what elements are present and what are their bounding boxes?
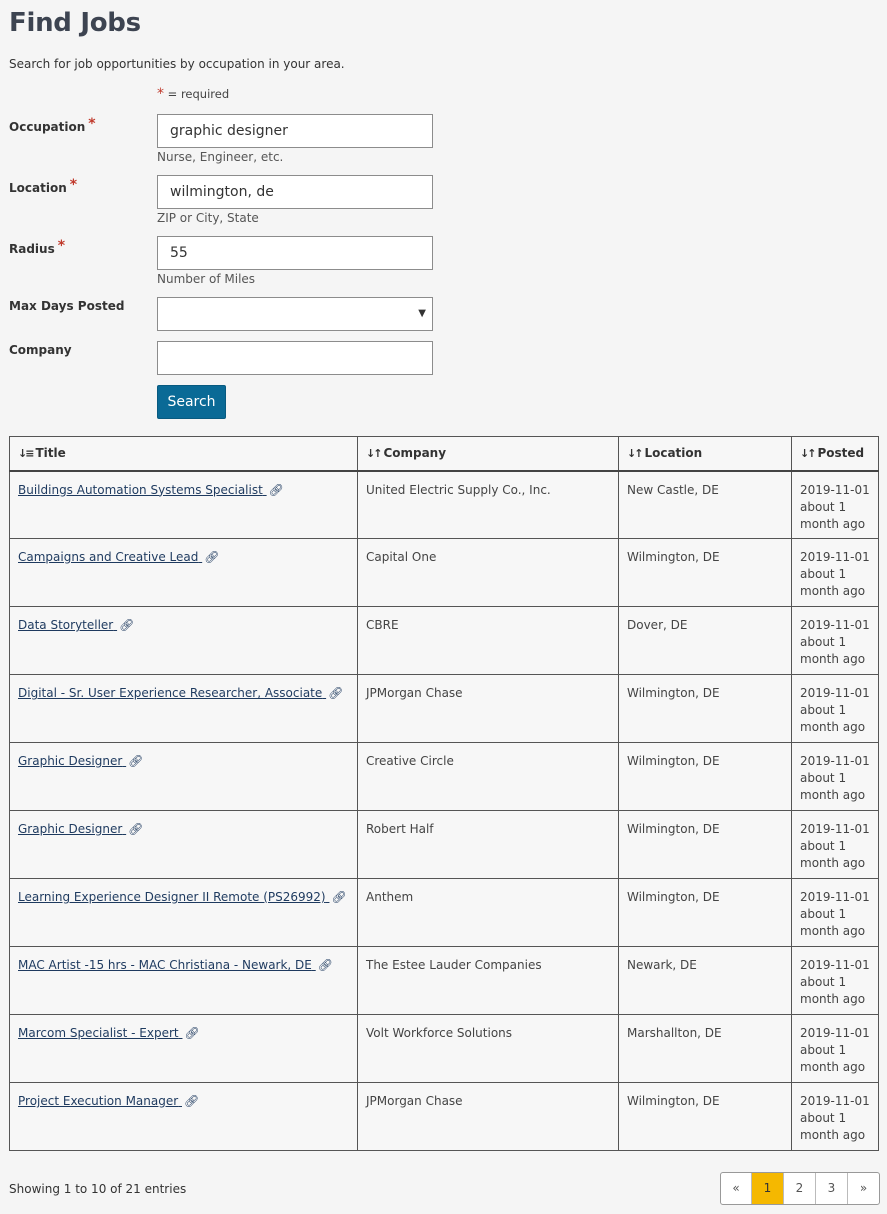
posted-ago: about 1 month ago	[800, 839, 866, 870]
table-row	[10, 743, 879, 811]
job-title-link[interactable]	[18, 822, 143, 836]
required-note	[157, 86, 229, 102]
posted-ago: about 1 month ago	[800, 975, 866, 1006]
posted-date: 2019-11-01	[800, 550, 870, 564]
company-input[interactable]	[157, 341, 433, 375]
sort-icon: ↓↑	[627, 447, 642, 460]
company-text: CBRE	[366, 618, 399, 632]
column-header-location-text: Location	[644, 446, 703, 460]
company-text: Creative Circle	[366, 754, 454, 768]
location-text: New Castle, DE	[627, 482, 719, 497]
posted-date: 2019-11-01	[800, 822, 870, 836]
location-input[interactable]: wilmington, de	[157, 175, 433, 209]
cell-location	[619, 743, 792, 811]
cell-title	[10, 743, 358, 811]
cell-posted	[792, 879, 879, 947]
cell-location	[619, 947, 792, 1015]
column-header-posted-text: Posted	[817, 446, 865, 460]
location-text: Wilmington, DE	[627, 754, 720, 768]
company-text: Capital One	[366, 550, 437, 564]
location-text: Marshallton, DE	[627, 1026, 722, 1040]
table-row	[10, 675, 879, 743]
cell-company	[358, 471, 619, 539]
page-title: Find Jobs	[9, 8, 141, 38]
cell-title	[10, 675, 358, 743]
column-header-company-text: Company	[383, 446, 447, 460]
cell-location	[619, 1015, 792, 1083]
cell-company	[358, 743, 619, 811]
table-row	[10, 471, 879, 539]
posted-date: 2019-11-01	[800, 686, 870, 700]
posted-ago: about 1 month ago	[800, 499, 866, 531]
job-title-link[interactable]	[18, 550, 219, 564]
pagination	[720, 1172, 880, 1205]
external-link-icon: 🔗︎	[128, 822, 144, 836]
required-note-text: = required	[167, 87, 230, 101]
cell-posted	[792, 675, 879, 743]
sort-icon: ↓↑	[366, 447, 381, 460]
required-star: *	[157, 86, 164, 102]
job-title-text: Digital - Sr. User Experience Researcher, Associate	[18, 686, 323, 700]
job-title-text: Graphic Designer	[18, 754, 123, 768]
cell-company	[358, 879, 619, 947]
cell-location	[619, 879, 792, 947]
location-text: Dover, DE	[627, 618, 688, 632]
cell-location	[619, 607, 792, 675]
external-link-icon: 🔗︎	[119, 618, 135, 632]
location-text: Wilmington, DE	[627, 686, 720, 700]
posted-ago: about 1 month ago	[800, 1043, 866, 1074]
cell-posted	[792, 947, 879, 1015]
job-title-text: Marcom Specialist - Expert	[18, 1026, 179, 1040]
table-row	[10, 1015, 879, 1083]
cell-company	[358, 539, 619, 607]
company-text: Anthem	[366, 890, 414, 904]
cell-company	[358, 607, 619, 675]
column-header-title-text: Title	[35, 446, 66, 460]
location-text: Wilmington, DE	[627, 1094, 720, 1108]
cell-company	[358, 811, 619, 879]
posted-date: 2019-11-01	[800, 754, 870, 768]
cell-title	[10, 539, 358, 607]
company-text: JPMorgan Chase	[366, 1094, 463, 1108]
job-title-text: Learning Experience Designer II Remote (PS26992)	[18, 890, 326, 904]
external-link-icon: 🔗︎	[204, 550, 220, 564]
radius-input[interactable]: 55	[157, 236, 433, 270]
sort-icon: ↓↑	[800, 447, 815, 460]
cell-company	[358, 1083, 619, 1151]
job-title-link[interactable]	[18, 483, 284, 497]
occupation-hint: Nurse, Engineer, etc.	[157, 150, 284, 164]
column-header-company[interactable]	[358, 437, 619, 471]
dropdown-arrow-icon: ▼	[418, 308, 426, 319]
pagination-page-1[interactable]: 1	[752, 1173, 784, 1204]
cell-title	[10, 607, 358, 675]
external-link-icon: 🔗︎	[317, 958, 333, 972]
cell-title	[10, 1015, 358, 1083]
external-link-icon: 🔗︎	[184, 1026, 200, 1040]
posted-ago: about 1 month ago	[800, 907, 866, 938]
posted-ago: about 1 month ago	[800, 635, 866, 666]
cell-location	[619, 811, 792, 879]
radius-label	[9, 238, 66, 257]
job-title-text: Project Execution Manager	[18, 1094, 179, 1108]
cell-location	[619, 675, 792, 743]
table-header-row	[10, 437, 879, 471]
table-row	[10, 539, 879, 607]
job-title-text: Buildings Automation Systems Specialist	[18, 482, 263, 497]
pagination-page-3[interactable]: 3	[816, 1173, 848, 1204]
max-days-select[interactable]	[157, 297, 433, 331]
external-link-icon: 🔗︎	[328, 686, 344, 700]
radius-label-text: Radius	[9, 242, 55, 256]
job-title-link[interactable]	[18, 958, 333, 972]
cell-location	[619, 1083, 792, 1151]
entries-info: Showing 1 to 10 of 21 entries	[9, 1182, 187, 1196]
location-text: Newark, DE	[627, 958, 697, 972]
company-text: Volt Workforce Solutions	[366, 1026, 513, 1040]
posted-date: 2019-11-01	[800, 1094, 870, 1108]
location-label	[9, 177, 78, 196]
cell-posted	[792, 471, 879, 539]
location-hint: ZIP or City, State	[157, 211, 259, 225]
job-title-link[interactable]	[18, 1026, 200, 1040]
cell-title	[10, 811, 358, 879]
company-text: JPMorgan Chase	[366, 686, 463, 700]
sort-asc-icon: ↓≡	[18, 447, 33, 460]
cell-company	[358, 1015, 619, 1083]
cell-company	[358, 947, 619, 1015]
cell-title	[10, 1083, 358, 1151]
external-link-icon: 🔗︎	[184, 1094, 200, 1108]
cell-posted	[792, 811, 879, 879]
posted-date: 2019-11-01	[800, 1026, 870, 1040]
required-star: *	[88, 116, 96, 132]
posted-ago: about 1 month ago	[800, 1111, 866, 1142]
table-row	[10, 607, 879, 675]
required-star: *	[69, 177, 78, 193]
cell-posted	[792, 607, 879, 675]
posted-ago: about 1 month ago	[800, 771, 866, 802]
cell-posted	[792, 1083, 879, 1151]
external-link-icon: 🔗︎	[331, 890, 347, 904]
max-days-label: Max Days Posted	[9, 299, 125, 313]
cell-location	[619, 471, 792, 539]
radius-hint: Number of Miles	[157, 272, 256, 286]
location-text: Wilmington, DE	[627, 550, 720, 564]
cell-title	[10, 879, 358, 947]
company-label: Company	[9, 343, 72, 357]
job-title-link[interactable]	[18, 686, 343, 700]
posted-date: 2019-11-01	[800, 890, 870, 904]
company-text: Robert Half	[366, 822, 434, 836]
column-header-title[interactable]	[10, 437, 358, 471]
posted-ago: about 1 month ago	[800, 703, 866, 734]
cell-posted	[792, 743, 879, 811]
posted-date: 2019-11-01	[800, 958, 870, 972]
posted-date: 2019-11-01	[800, 618, 870, 632]
pagination-next[interactable]: »	[859, 1181, 868, 1195]
job-title-link[interactable]	[18, 1094, 199, 1108]
cell-company	[358, 675, 619, 743]
job-title-link[interactable]	[18, 618, 134, 632]
cell-title	[10, 947, 358, 1015]
table-row	[10, 1083, 879, 1151]
table-row	[10, 811, 879, 879]
posted-ago: about 1 month ago	[800, 567, 866, 598]
location-text: Wilmington, DE	[627, 890, 720, 904]
cell-title	[10, 471, 358, 539]
job-title-link[interactable]	[18, 890, 347, 904]
location-label-text: Location	[9, 181, 67, 195]
pagination-page-2[interactable]: 2	[784, 1173, 816, 1204]
cell-posted	[792, 539, 879, 607]
column-header-posted[interactable]	[792, 437, 879, 471]
job-title-link[interactable]	[18, 754, 143, 768]
cell-posted	[792, 1015, 879, 1083]
company-text: The Estee Lauder Companies	[366, 958, 542, 972]
location-text: Wilmington, DE	[627, 822, 720, 836]
pagination-prev[interactable]: «	[721, 1173, 752, 1204]
table-row	[10, 947, 879, 1015]
posted-date: 2019-11-01	[800, 482, 870, 497]
job-title-text: Campaigns and Creative Lead	[18, 550, 199, 564]
cell-location	[619, 539, 792, 607]
search-button[interactable]: Search	[157, 385, 226, 419]
job-title-text: Graphic Designer	[18, 822, 123, 836]
external-link-icon: 🔗︎	[268, 482, 284, 497]
required-star: *	[57, 238, 66, 254]
occupation-label-text: Occupation	[9, 120, 86, 134]
company-text: United Electric Supply Co., Inc.	[366, 482, 551, 497]
occupation-label	[9, 116, 96, 135]
job-title-text: MAC Artist -15 hrs - MAC Christiana - Newark, DE	[18, 958, 312, 972]
page-intro: Search for job opportunities by occupation in your area.	[9, 57, 345, 71]
occupation-input[interactable]: graphic designer	[157, 114, 433, 148]
external-link-icon: 🔗︎	[128, 754, 144, 768]
column-header-location[interactable]	[619, 437, 792, 471]
job-title-text: Data Storyteller	[18, 618, 114, 632]
jobs-table	[9, 436, 879, 1151]
table-row	[10, 879, 879, 947]
